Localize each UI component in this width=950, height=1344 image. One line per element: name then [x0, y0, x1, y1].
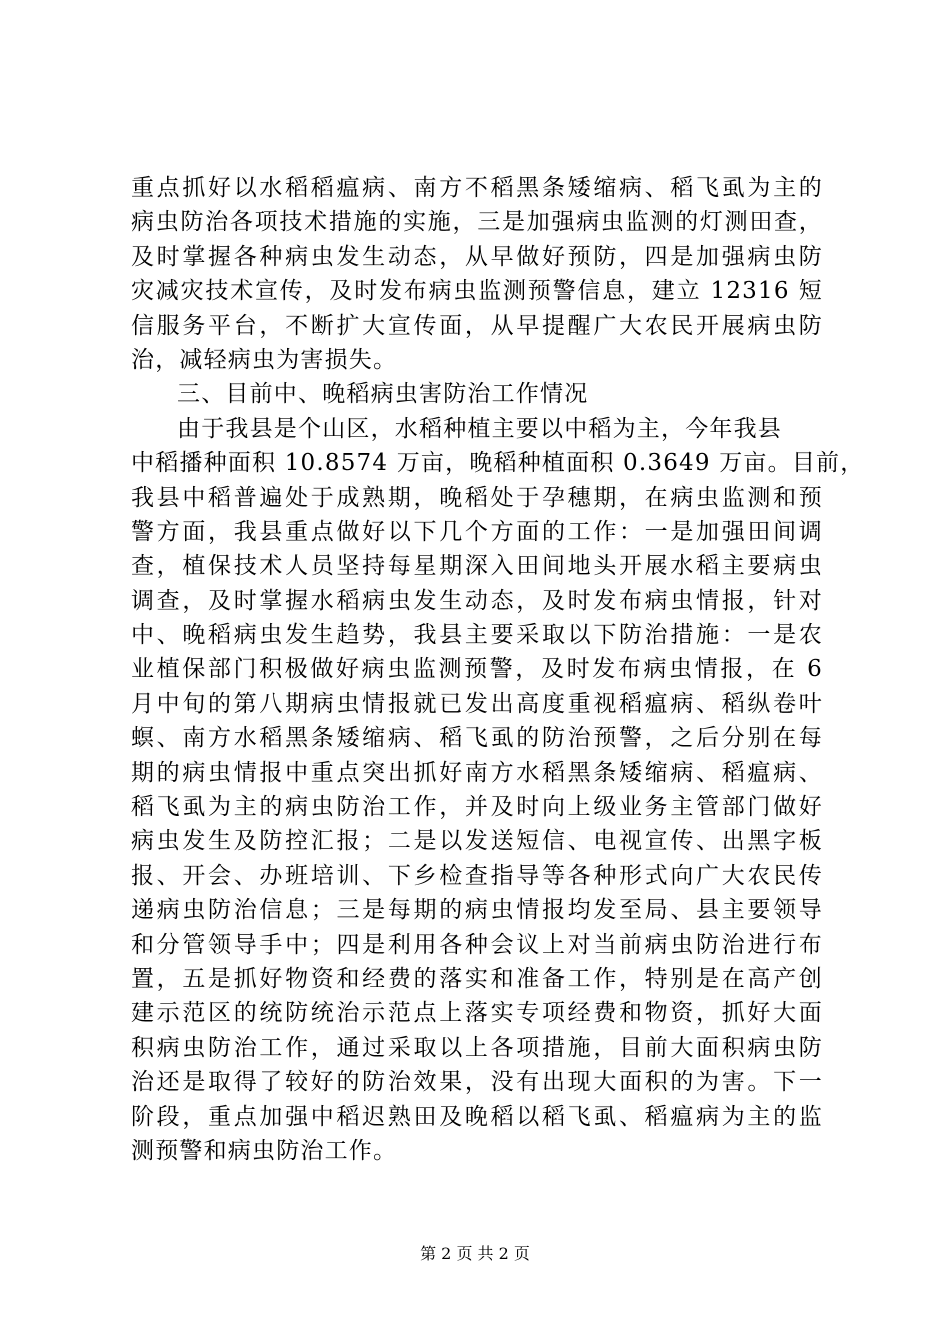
text-line: 警方面，我县重点做好以下几个方面的工作：一是加强田间调: [131, 518, 823, 545]
text-line: 灾减灾技术宣传，及时发布病虫监测预警信息，建立 12316 短: [131, 278, 823, 305]
text-line: 中、晚稻病虫发生趋势，我县主要采取以下防治措施：一是农: [131, 622, 823, 649]
text-line: 重点抓好以水稻稻瘟病、南方不稻黑条矮缩病、稻飞虱为主的: [131, 175, 823, 201]
text-line: 病虫防治各项技术措施的实施，三是加强病虫监测的灯测田查，: [131, 209, 823, 236]
text-line: 递病虫防治信息；三是每期的病虫情报均发至局、县主要领导: [131, 897, 823, 924]
text-line: 测预警和病虫防治工作。: [131, 1137, 398, 1164]
text-line: 三、目前中、晚稻病虫害防治工作情况: [177, 381, 589, 408]
text-line: 中稻播种面积 10.8574 万亩，晚稻种植面积 0.3649 万亩。目前，: [131, 450, 865, 477]
document-body: [131, 171, 865, 1168]
text-line: 和分管领导手中；四是利用各种会议上对当前病虫防治进行布: [131, 931, 823, 958]
text-line: 积病虫防治工作，通过采取以上各项措施，目前大面积病虫防: [131, 1034, 823, 1061]
text-line: 查，植保技术人员坚持每星期深入田间地头开展水稻主要病虫: [131, 553, 823, 580]
text-line: 稻飞虱为主的病虫防治工作，并及时向上级业务主管部门做好: [131, 794, 823, 821]
text-line: 置，五是抓好物资和经费的落实和准备工作，特别是在高产创: [131, 965, 823, 992]
text-line: 调查，及时掌握水稻病虫发生动态，及时发布病虫情报，针对: [131, 587, 823, 614]
text-line: 阶段，重点加强中稻迟熟田及晚稻以稻飞虱、稻瘟病为主的监: [131, 1103, 823, 1130]
text-line: 报、开会、办班培训、下乡检查指导等各种形式向广大农民传: [131, 862, 823, 889]
text-line: 病虫发生及防控汇报；二是以发送短信、电视宣传、出黑字板: [131, 828, 823, 855]
text-line: 螟、南方水稻黑条矮缩病、稻飞虱的防治预警，之后分别在每: [131, 725, 823, 752]
text-line: 由于我县是个山区，水稻种植主要以中稻为主，今年我县: [177, 415, 782, 442]
text-line: 月中旬的第八期病虫情报就已发出高度重视稻瘟病、稻纵卷叶: [131, 690, 823, 717]
text-line: 期的病虫情报中重点突出抓好南方水稻黑条矮缩病、稻瘟病、: [131, 759, 823, 786]
text-line: 我县中稻普遍处于成熟期，晚稻处于孕穗期，在病虫监测和预: [131, 484, 823, 511]
text-line: 治还是取得了较好的防治效果，没有出现大面积的为害。下一: [131, 1069, 823, 1096]
text-line: 及时掌握各种病虫发生动态，从早做好预防，四是加强病虫防: [131, 243, 823, 270]
text-line: 建示范区的统防统治示范点上落实专项经费和物资，抓好大面: [131, 1000, 823, 1027]
text-line: 业植保部门积极做好病虫监测预警，及时发布病虫情报，在 6: [131, 656, 823, 683]
text-line: 信服务平台，不断扩大宣传面，从早提醒广大农民开展病虫防: [131, 312, 823, 339]
page-footer: 第 2 页 共 2 页: [420, 1244, 530, 1263]
text-line: 治，减轻病虫为害损失。: [131, 346, 398, 373]
